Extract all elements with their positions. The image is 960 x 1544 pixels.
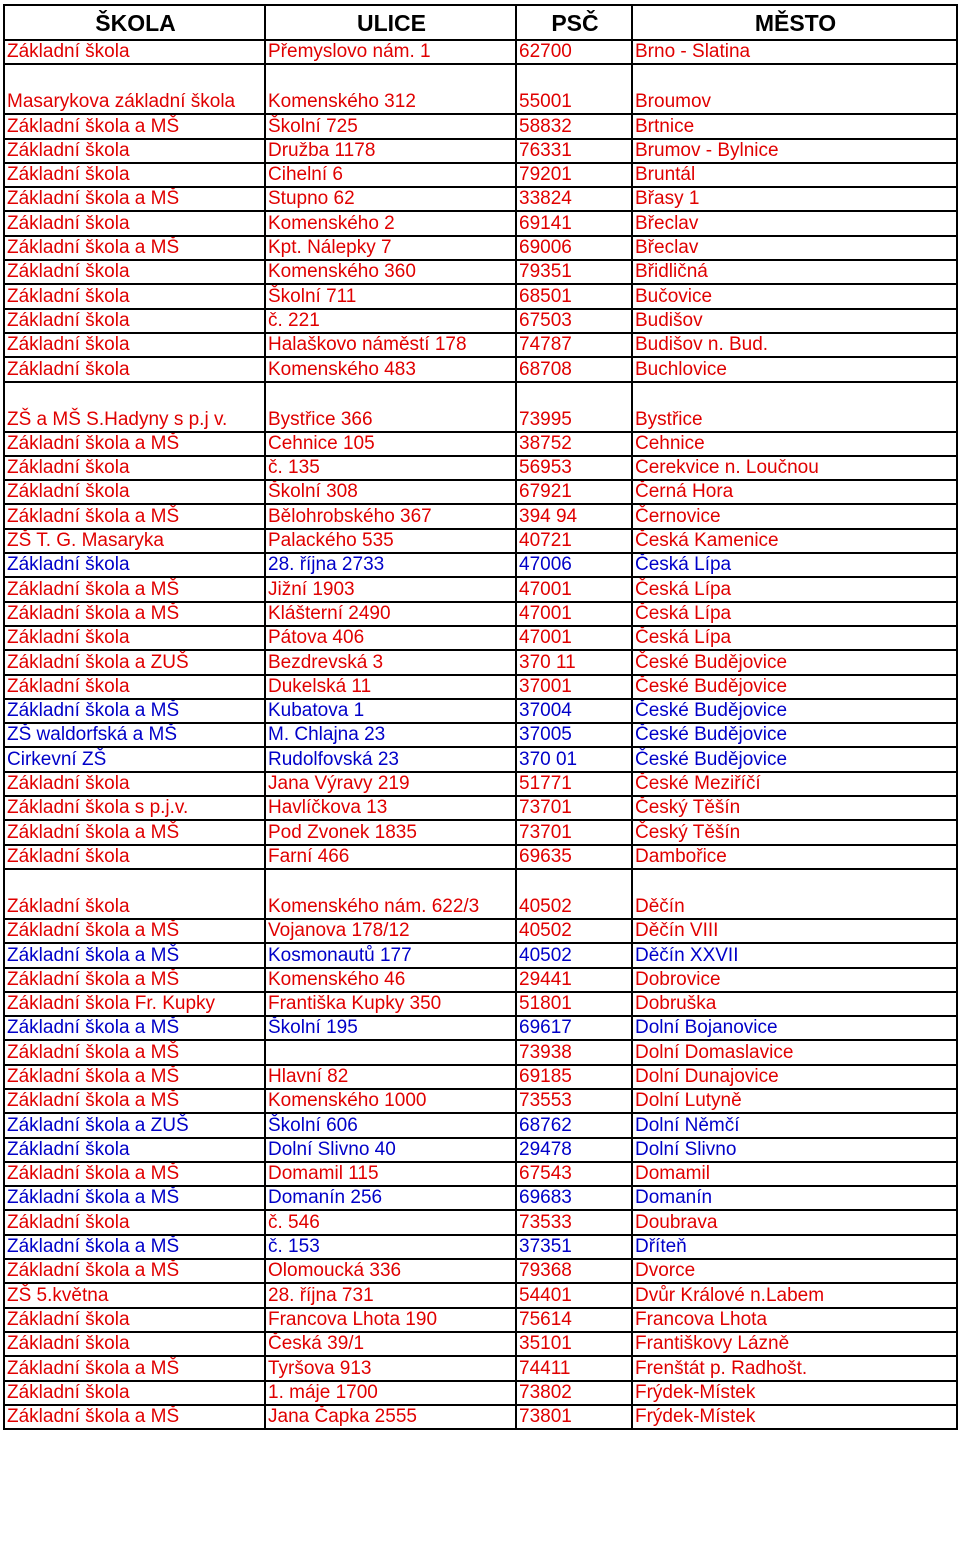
city-cell: Břeclav — [632, 236, 957, 260]
school-cell: Základní škola a MŠ — [4, 504, 265, 528]
table-row — [4, 869, 957, 919]
school-cell: Základní škola a MŠ — [4, 1040, 265, 1064]
school-cell: Základní škola — [4, 139, 265, 163]
table-row — [4, 357, 957, 381]
street-cell: Přemyslovo nám. 1 — [265, 40, 516, 64]
city-cell: České Meziříčí — [632, 772, 957, 796]
school-cell: Základní škola — [4, 333, 265, 357]
table-row — [4, 1016, 957, 1040]
table-row — [4, 772, 957, 796]
school-cell: Základní škola s p.j.v. — [4, 796, 265, 820]
city-cell: Brtnice — [632, 114, 957, 138]
table-row — [4, 1405, 957, 1429]
school-cell: Základní škola — [4, 309, 265, 333]
postcode-cell: 74787 — [516, 333, 632, 357]
city-cell: Bystřice — [632, 382, 957, 432]
postcode-cell: 69185 — [516, 1065, 632, 1089]
city-cell: Děčín — [632, 869, 957, 919]
city-cell: Domamil — [632, 1162, 957, 1186]
table-row — [4, 577, 957, 601]
city-cell: Doubrava — [632, 1210, 957, 1234]
postcode-cell: 40502 — [516, 919, 632, 943]
street-cell: Pod Zvonek 1835 — [265, 820, 516, 844]
street-cell: Vojanova 178/12 — [265, 919, 516, 943]
postcode-cell: 47001 — [516, 602, 632, 626]
school-cell: Cirkevní ZŠ — [4, 747, 265, 771]
school-cell: Základní škola — [4, 675, 265, 699]
street-cell: Jana Výravy 219 — [265, 772, 516, 796]
table-row — [4, 1186, 957, 1210]
city-cell: Český Těšín — [632, 820, 957, 844]
postcode-cell: 69141 — [516, 211, 632, 235]
city-cell: Frýdek-Místek — [632, 1405, 957, 1429]
table-row — [4, 40, 957, 64]
school-cell: Základní škola a MŠ — [4, 577, 265, 601]
street-cell: Domamil 115 — [265, 1162, 516, 1186]
street-cell: Komenského nám. 622/3 — [265, 869, 516, 919]
postcode-cell: 73533 — [516, 1210, 632, 1234]
schools-table — [3, 4, 958, 1430]
postcode-cell: 40502 — [516, 943, 632, 967]
school-cell: Základní škola — [4, 845, 265, 869]
city-cell: Dolní Bojanovice — [632, 1016, 957, 1040]
city-cell: České Budějovice — [632, 675, 957, 699]
table-row — [4, 1040, 957, 1064]
table-row — [4, 1138, 957, 1162]
table-row — [4, 747, 957, 771]
street-cell: Halaškovo náměstí 178 — [265, 333, 516, 357]
city-cell: Cerekvice n. Loučnou — [632, 456, 957, 480]
postcode-cell: 68501 — [516, 284, 632, 308]
postcode-cell: 56953 — [516, 456, 632, 480]
postcode-cell: 33824 — [516, 187, 632, 211]
table-row — [4, 333, 957, 357]
school-cell: Základní škola a MŠ — [4, 114, 265, 138]
school-cell: Základní škola — [4, 1381, 265, 1405]
school-cell: Základní škola a MŠ — [4, 602, 265, 626]
table-row — [4, 968, 957, 992]
table-row — [4, 602, 957, 626]
table-row — [4, 504, 957, 528]
street-cell: 1. máje 1700 — [265, 1381, 516, 1405]
school-cell: Základní škola — [4, 480, 265, 504]
postcode-cell: 38752 — [516, 432, 632, 456]
city-cell: Bruntál — [632, 163, 957, 187]
city-cell: Dambořice — [632, 845, 957, 869]
postcode-cell: 68708 — [516, 357, 632, 381]
city-cell: Černovice — [632, 504, 957, 528]
city-cell: Dobruška — [632, 992, 957, 1016]
postcode-cell: 67921 — [516, 480, 632, 504]
school-cell: Základní škola a MŠ — [4, 187, 265, 211]
street-cell: Bystřice 366 — [265, 382, 516, 432]
city-cell: Česká Kamenice — [632, 529, 957, 553]
school-cell: Základní škola — [4, 357, 265, 381]
table-row — [4, 1332, 957, 1356]
header-city: MĚSTO — [632, 5, 957, 40]
school-cell: Základní škola — [4, 260, 265, 284]
school-cell: Základní škola a MŠ — [4, 943, 265, 967]
school-cell: Základní škola — [4, 40, 265, 64]
school-cell: ZŠ T. G. Masaryka — [4, 529, 265, 553]
postcode-cell: 47001 — [516, 577, 632, 601]
header-postcode: PSČ — [516, 5, 632, 40]
street-cell: Komenského 483 — [265, 357, 516, 381]
city-cell: Český Těšín — [632, 796, 957, 820]
city-cell: Budišov n. Bud. — [632, 333, 957, 357]
city-cell: Francova Lhota — [632, 1308, 957, 1332]
street-cell: Jana Čapka 2555 — [265, 1405, 516, 1429]
school-cell: Základní škola — [4, 553, 265, 577]
postcode-cell: 79201 — [516, 163, 632, 187]
postcode-cell: 47001 — [516, 626, 632, 650]
school-cell: Základní škola — [4, 211, 265, 235]
table-row — [4, 1235, 957, 1259]
street-cell: 28. října 2733 — [265, 553, 516, 577]
table-row — [4, 529, 957, 553]
school-cell: Základní škola a MŠ — [4, 1065, 265, 1089]
table-row — [4, 432, 957, 456]
school-cell: Základní škola a MŠ — [4, 1089, 265, 1113]
street-cell: Školní 606 — [265, 1113, 516, 1137]
street-cell: Havlíčkova 13 — [265, 796, 516, 820]
table-row — [4, 1089, 957, 1113]
street-cell: Rudolfovská 23 — [265, 747, 516, 771]
city-cell: Frenštát p. Radhošt. — [632, 1356, 957, 1380]
street-cell: Česká 39/1 — [265, 1332, 516, 1356]
postcode-cell: 73701 — [516, 796, 632, 820]
street-cell: č. 135 — [265, 456, 516, 480]
table-row — [4, 1259, 957, 1283]
street-cell: Olomoucká 336 — [265, 1259, 516, 1283]
street-cell: Domanín 256 — [265, 1186, 516, 1210]
city-cell: Broumov — [632, 64, 957, 114]
postcode-cell: 37005 — [516, 723, 632, 747]
school-cell: Základní škola a MŠ — [4, 1259, 265, 1283]
street-cell: Stupno 62 — [265, 187, 516, 211]
postcode-cell: 68762 — [516, 1113, 632, 1137]
postcode-cell: 73801 — [516, 1405, 632, 1429]
school-cell: Základní škola a MŠ — [4, 432, 265, 456]
street-cell: Školní 308 — [265, 480, 516, 504]
city-cell: Dříteň — [632, 1235, 957, 1259]
table-row — [4, 919, 957, 943]
school-cell: Základní škola a MŠ — [4, 968, 265, 992]
postcode-cell: 73701 — [516, 820, 632, 844]
school-cell: ZŠ 5.května — [4, 1283, 265, 1307]
city-cell: Dvorce — [632, 1259, 957, 1283]
street-cell: Františka Kupky 350 — [265, 992, 516, 1016]
street-cell: Školní 711 — [265, 284, 516, 308]
postcode-cell: 37004 — [516, 699, 632, 723]
street-cell: Palackého 535 — [265, 529, 516, 553]
street-cell: č. 546 — [265, 1210, 516, 1234]
postcode-cell: 69617 — [516, 1016, 632, 1040]
table-row — [4, 139, 957, 163]
street-cell: č. 153 — [265, 1235, 516, 1259]
street-cell: Dukelská 11 — [265, 675, 516, 699]
street-cell: Školní 195 — [265, 1016, 516, 1040]
postcode-cell: 37351 — [516, 1235, 632, 1259]
street-cell: Bezdrevská 3 — [265, 650, 516, 674]
city-cell: Černá Hora — [632, 480, 957, 504]
school-cell: Základní škola a MŠ — [4, 1016, 265, 1040]
school-cell: Základní škola a MŠ — [4, 236, 265, 260]
table-row — [4, 284, 957, 308]
table-row — [4, 1162, 957, 1186]
city-cell: Budišov — [632, 309, 957, 333]
city-cell: České Budějovice — [632, 699, 957, 723]
postcode-cell: 55001 — [516, 64, 632, 114]
school-cell: ZŠ a MŠ S.Hadyny s p.j v. — [4, 382, 265, 432]
street-cell: Klášterní 2490 — [265, 602, 516, 626]
school-cell: Základní škola — [4, 1138, 265, 1162]
city-cell: Dolní Dunajovice — [632, 1065, 957, 1089]
city-cell: Dvůr Králové n.Labem — [632, 1283, 957, 1307]
city-cell: České Budějovice — [632, 747, 957, 771]
street-cell: Kosmonautů 177 — [265, 943, 516, 967]
table-row — [4, 1308, 957, 1332]
city-cell: Dobrovice — [632, 968, 957, 992]
city-cell: Česká Lípa — [632, 602, 957, 626]
table-row — [4, 260, 957, 284]
street-cell: Cihelní 6 — [265, 163, 516, 187]
postcode-cell: 67543 — [516, 1162, 632, 1186]
postcode-cell: 47006 — [516, 553, 632, 577]
header-street: ULICE — [265, 5, 516, 40]
table-row — [4, 163, 957, 187]
table-row — [4, 1381, 957, 1405]
school-cell: Základní škola — [4, 284, 265, 308]
postcode-cell: 79351 — [516, 260, 632, 284]
school-cell: Základní škola a MŠ — [4, 1162, 265, 1186]
table-row — [4, 211, 957, 235]
table-row — [4, 796, 957, 820]
city-cell: České Budějovice — [632, 723, 957, 747]
city-cell: Dolní Domaslavice — [632, 1040, 957, 1064]
table-row — [4, 1113, 957, 1137]
school-cell: Základní škola a MŠ — [4, 1235, 265, 1259]
postcode-cell: 29478 — [516, 1138, 632, 1162]
school-cell: Základní škola — [4, 1308, 265, 1332]
city-cell: Františkovy Lázně — [632, 1332, 957, 1356]
city-cell: Břeclav — [632, 211, 957, 235]
street-cell: Jižní 1903 — [265, 577, 516, 601]
header-school: ŠKOLA — [4, 5, 265, 40]
street-cell: Kubatova 1 — [265, 699, 516, 723]
school-cell: Základní škola a MŠ — [4, 820, 265, 844]
table-row — [4, 480, 957, 504]
school-cell: Základní škola a MŠ — [4, 1356, 265, 1380]
postcode-cell: 69006 — [516, 236, 632, 260]
city-cell: Cehnice — [632, 432, 957, 456]
postcode-cell: 35101 — [516, 1332, 632, 1356]
table-row — [4, 1065, 957, 1089]
city-cell: Dolní Němčí — [632, 1113, 957, 1137]
postcode-cell: 73995 — [516, 382, 632, 432]
table-row — [4, 456, 957, 480]
table-row — [4, 1283, 957, 1307]
school-cell: Základní škola — [4, 1210, 265, 1234]
table-row — [4, 820, 957, 844]
school-cell: Základní škola a MŠ — [4, 699, 265, 723]
city-cell: Buchlovice — [632, 357, 957, 381]
street-cell: Komenského 312 — [265, 64, 516, 114]
table-row — [4, 64, 957, 114]
city-cell: Břasy 1 — [632, 187, 957, 211]
city-cell: Dolní Lutyně — [632, 1089, 957, 1113]
street-cell: Školní 725 — [265, 114, 516, 138]
postcode-cell: 79368 — [516, 1259, 632, 1283]
street-cell: Dolní Slivno 40 — [265, 1138, 516, 1162]
city-cell: Děčín XXVII — [632, 943, 957, 967]
school-cell: Základní škola a MŠ — [4, 919, 265, 943]
postcode-cell: 29441 — [516, 968, 632, 992]
postcode-cell: 51801 — [516, 992, 632, 1016]
postcode-cell: 75614 — [516, 1308, 632, 1332]
table-row — [4, 236, 957, 260]
street-cell: Bělohrobského 367 — [265, 504, 516, 528]
street-cell: Francova Lhota 190 — [265, 1308, 516, 1332]
city-cell: Brumov - Bylnice — [632, 139, 957, 163]
table-row — [4, 943, 957, 967]
table-row — [4, 626, 957, 650]
school-cell: Základní škola a ZUŠ — [4, 650, 265, 674]
postcode-cell: 74411 — [516, 1356, 632, 1380]
table-row — [4, 992, 957, 1016]
postcode-cell: 54401 — [516, 1283, 632, 1307]
postcode-cell: 51771 — [516, 772, 632, 796]
table-row — [4, 845, 957, 869]
city-cell: Domanín — [632, 1186, 957, 1210]
street-cell: Družba 1178 — [265, 139, 516, 163]
postcode-cell: 76331 — [516, 139, 632, 163]
street-cell: Kpt. Nálepky 7 — [265, 236, 516, 260]
street-cell: 28. října 731 — [265, 1283, 516, 1307]
table-row — [4, 1356, 957, 1380]
school-cell: Základní škola Fr. Kupky — [4, 992, 265, 1016]
school-cell: Základní škola a MŠ — [4, 1405, 265, 1429]
postcode-cell: 40721 — [516, 529, 632, 553]
table-row — [4, 309, 957, 333]
postcode-cell: 394 94 — [516, 504, 632, 528]
school-cell: Základní škola — [4, 456, 265, 480]
city-cell: Břidličná — [632, 260, 957, 284]
city-cell: České Budějovice — [632, 650, 957, 674]
postcode-cell: 37001 — [516, 675, 632, 699]
postcode-cell: 40502 — [516, 869, 632, 919]
city-cell: Brno - Slatina — [632, 40, 957, 64]
school-cell: Masarykova základní škola — [4, 64, 265, 114]
table-row — [4, 1210, 957, 1234]
street-cell: Komenského 1000 — [265, 1089, 516, 1113]
postcode-cell: 62700 — [516, 40, 632, 64]
postcode-cell: 370 01 — [516, 747, 632, 771]
street-cell: č. 221 — [265, 309, 516, 333]
school-cell: Základní škola — [4, 626, 265, 650]
city-cell: Frýdek-Místek — [632, 1381, 957, 1405]
city-cell: Dolní Slivno — [632, 1138, 957, 1162]
postcode-cell: 73553 — [516, 1089, 632, 1113]
city-cell: Česká Lípa — [632, 553, 957, 577]
postcode-cell: 370 11 — [516, 650, 632, 674]
city-cell: Česká Lípa — [632, 577, 957, 601]
street-cell: Komenského 360 — [265, 260, 516, 284]
school-cell: ZŠ waldorfská a MŠ — [4, 723, 265, 747]
street-cell: Komenského 46 — [265, 968, 516, 992]
school-cell: Základní škola a ZUŠ — [4, 1113, 265, 1137]
street-cell: Hlavní 82 — [265, 1065, 516, 1089]
table-row — [4, 187, 957, 211]
header-row — [4, 5, 957, 40]
school-cell: Základní škola — [4, 1332, 265, 1356]
table-row — [4, 723, 957, 747]
street-cell: Komenského 2 — [265, 211, 516, 235]
table-row — [4, 382, 957, 432]
postcode-cell: 73802 — [516, 1381, 632, 1405]
school-cell: Základní škola a MŠ — [4, 1186, 265, 1210]
table-row — [4, 675, 957, 699]
street-cell — [265, 1040, 516, 1064]
postcode-cell: 58832 — [516, 114, 632, 138]
postcode-cell: 67503 — [516, 309, 632, 333]
postcode-cell: 69683 — [516, 1186, 632, 1210]
school-cell: Základní škola — [4, 869, 265, 919]
table-row — [4, 650, 957, 674]
city-cell: Česká Lípa — [632, 626, 957, 650]
street-cell: Tyršova 913 — [265, 1356, 516, 1380]
table-row — [4, 699, 957, 723]
postcode-cell: 73938 — [516, 1040, 632, 1064]
street-cell: Farní 466 — [265, 845, 516, 869]
school-cell: Základní škola — [4, 772, 265, 796]
table-row — [4, 553, 957, 577]
postcode-cell: 69635 — [516, 845, 632, 869]
street-cell: Pátova 406 — [265, 626, 516, 650]
school-cell: Základní škola — [4, 163, 265, 187]
street-cell: M. Chlajna 23 — [265, 723, 516, 747]
city-cell: Bučovice — [632, 284, 957, 308]
city-cell: Děčín VIII — [632, 919, 957, 943]
table-row — [4, 114, 957, 138]
street-cell: Cehnice 105 — [265, 432, 516, 456]
